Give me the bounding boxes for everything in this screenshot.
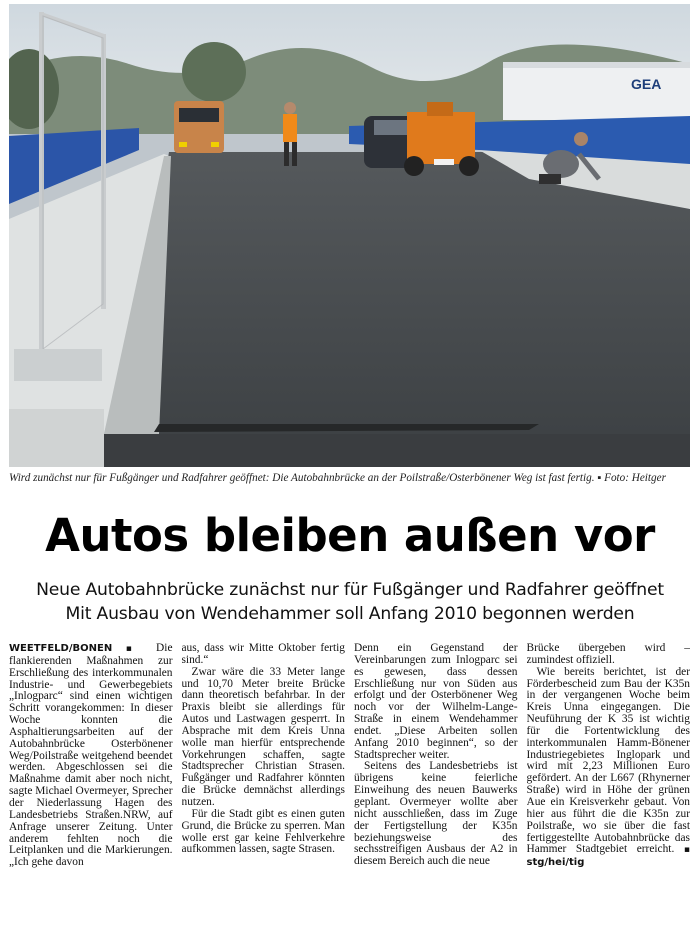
subheadline-line-2: Mit Ausbau von Wendehammer soll Anfang 2010 begonnen werden: [65, 604, 635, 624]
author-signoff: stg/hei/tig: [526, 857, 585, 869]
paragraph: aus, dass wir Mitte Oktober fertig sind.“: [181, 643, 345, 666]
paragraph: Seitens des Landesbetriebs ist übrigens keine feierliche Einweihung des neuen Bauwerks geplant. Overmeyer wollte aber nicht ausschließen, dass im Zuge der Fertigstellung der K35n beziehungsweise des sechsstreifigen Ausbaus der A2 in diesem Bereich auch die neue: [354, 760, 518, 868]
tree: [182, 42, 246, 102]
van: [174, 101, 224, 153]
paragraph: Die flankierenden Maßnahmen zur Erschließung des interkommunalen Industrie- und Gewerbegebiets „Inlogparc“ sind einen wichtigen Schritt vorangekommen: In dieser Woche konnten die Asphaltierungsarbeiten auf der Autobahnbrücke Osterbönener Weg/Poilstraße weitgehend beendet werden. Abgeschlossen sei die Maßnahme damit aber noch nicht, sagte Michael Overmeyer, Sprecher der Niederlassung Hagen des Landesbetriebs Straßen.NRW, auf Anfrage unserer Zeitung. Unter anderem fehlten noch die Leitplanken und die Markierungen. „Ich gehe davon: [9, 643, 173, 869]
bridge-photo: [9, 4, 690, 467]
paragraph: Brücke übergeben wird – zumindest offiziell.: [526, 643, 690, 666]
dateline: WEETFELD/BÖNEN: [9, 643, 113, 654]
photo-caption: [9, 472, 690, 486]
headline: Autos bleiben außen vor: [45, 509, 655, 562]
paragraph: Denn ein Gegenstand der Vereinbarungen zum Inlogparc sei es gewesen, dass dessen Erschließung nur von Süden aus erfolgt und der Osterbönener Weg noch vor der Wilhelm-Lange-Straße in einem Wendehammer endet. „Diese Arbeiten sollen Anfang 2010 beginnen“, so der Stadtsprecher weiter.: [354, 643, 518, 761]
article-body: [9, 643, 690, 928]
tractor: [404, 102, 479, 176]
bridge-deck: [119, 152, 690, 434]
gea-building: [503, 62, 690, 120]
caption-text: Wird zunächst nur für Fußgänger und Radfahrer geöffnet: Die Autobahnbrücke an der Poilstraße/Osterbönener Weg ist fast fertig.: [9, 472, 595, 484]
subheadline-line-1: Neue Autobahnbrücke zunächst nur für Fußgänger und Radfahrer geöffnet: [36, 580, 664, 600]
paragraph: Zwar wäre die 33 Meter lange und 10,70 Meter breite Brücke dann theoretisch befahrbar. In der Praxis bleibt sie allerdings für Autos und Lastwagen gesperrt. In Absprache mit dem Kreis Unna wolle man hierfür entsprechende Vorkehrungen schaffen, sagte Stadtsprecher Christian Strasen. Fußgänger und Radfahrer könnten die Brücke demnächst allerdings nutzen.: [181, 665, 345, 808]
gea-logo: GEA: [631, 76, 662, 92]
article-column-4: Brücke übergeben wird – zumindest offiziell. Wie bereits berichtet, ist der Förderbescheid zum Bau der K35n in der vergangenen Woche beim Kreis Unna eingegangen. Die Neuführung der K 35 ist wichtig für die Fortentwicklung des interkommunalen Hamm-Bönener Industriegebietes Inglopark und wird mit 2,23 Millionen Euro gefördert. An der L667 (Rhynerner Straße) wird in Höhe der grünen Aue ein Kreisverkehr gebaut. Von hier aus führt die die K35n zur Poilstraße, wo sie über die fast fertiggestellte Autobahnbrücke das Hammer Stadtgebiet erreicht. ▪ stg/hei/tig: [526, 643, 690, 869]
subheadline: [0, 578, 700, 626]
paragraph: Wie bereits berichtet, ist der Förderbescheid zum Bau der K35n in der vergangenen Woche beim Kreis Unna eingegangen. Die Neuführung der K 35 ist wichtig für die Fortentwicklung des interkommunalen Hamm-Bönener Industriegebietes Inglopark und wird mit 2,23 Millionen Euro gefördert. An der L667 (Rhynerner Straße) wird in Höhe der grünen Aue ein Kreisverkehr gebaut. Von hier aus führt die die K35n zur Poilstraße, wo sie über die fast fertiggestellte Autobahnbrücke das Hammer Stadtgebiet erreicht.: [526, 665, 690, 856]
article-column-2: [182, 643, 346, 928]
paragraph: Für die Stadt gibt es einen guten Grund, die Brücke zu sperren. Man wolle erst gar keine Fehlverkehre aufkommen lassen, sagte Strasen.: [181, 807, 345, 856]
article-column-1: [9, 643, 173, 928]
photo-credit: ▪ Foto: Heitger: [597, 472, 666, 484]
article-column-3: [354, 643, 518, 928]
bridge-illustration: [9, 4, 690, 467]
dateline-bullet: ▪: [125, 644, 143, 654]
